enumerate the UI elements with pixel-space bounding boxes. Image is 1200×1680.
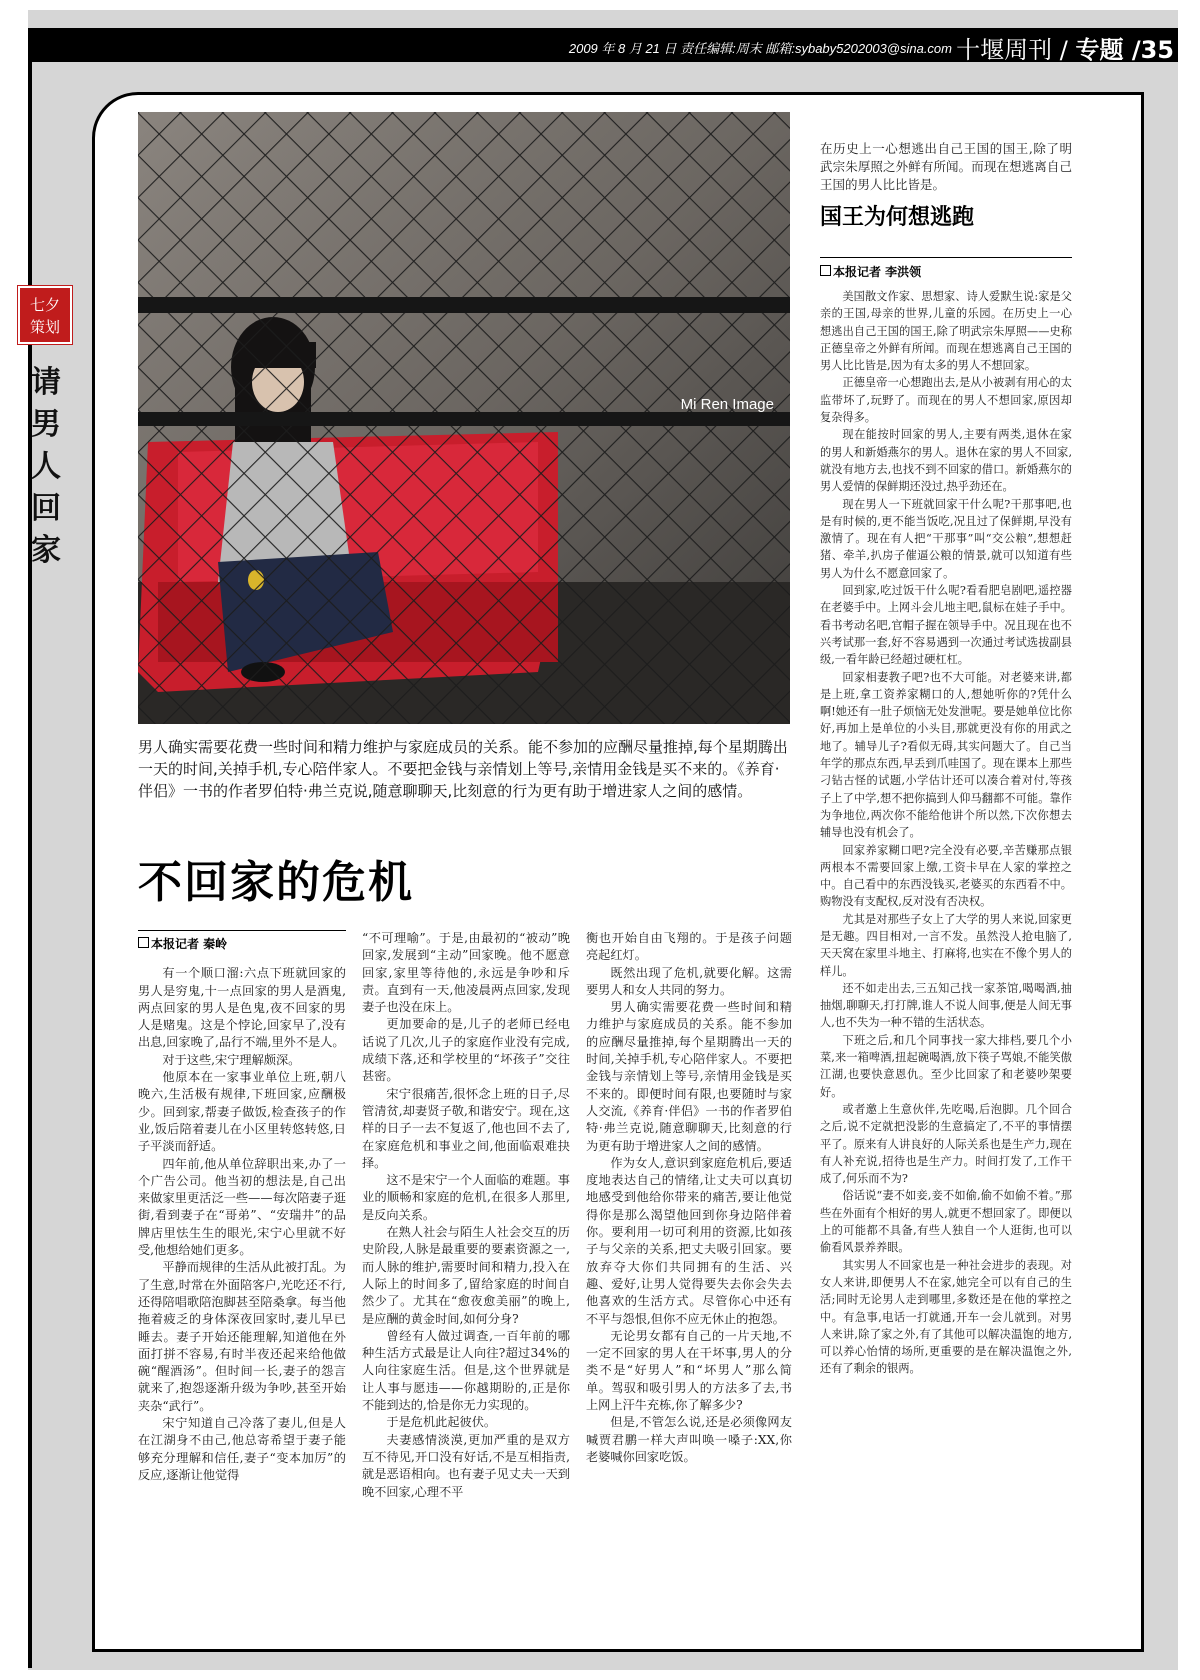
paragraph: 回家相妻教子吧?也不大可能。对老婆来讲,都是上班,拿工资养家糊口的人,想她听你的?凭什么啊!她还有一肚子烦恼无处发泄呢。要是她单位比你好,再加上是单位的小头目,那就更没有你的用武之地了。辅导儿子?看似无碍,其实问题大了。自己当年学的那点东西,早丢到爪哇国了。现在课本上那些刁钻古怪的试题,小学估计还可以凑合着对付,等孩子上了中学,想不把你搞到人仰马翻都不可能。靠作为争地位,两次你不能给他讲个所以然,下次你想去辅导也没有机会了。	[820, 670, 1072, 840]
main-byline-text: 本报记者 秦岭	[151, 937, 228, 951]
header-meta: 2009 年 8 月 21 日 责任编辑:周末 邮箱:sybaby5202003@sina.com	[568, 41, 952, 56]
paragraph: 对于这些,宋宁理解颇深。	[162, 1052, 301, 1067]
photo-illustration	[138, 112, 790, 724]
side-title-char: 家	[31, 533, 61, 568]
header-title-section: 专题 /35	[1075, 36, 1174, 64]
paragraph: 但是,不管怎么说,还是必须像网友喊贾君鹏一样大声叫唤一嗓子:XX,你老婆喊你回家吃饭。	[586, 1415, 792, 1464]
side-title-char: 回	[31, 491, 61, 526]
paragraph: 下班之后,和几个同事找一家大排档,要几个小菜,来一箱啤酒,扭起碗喝酒,放下筷子骂娘,不能笑傲江湖,也要快意恩仇。至少比回家了和老婆吵架要好。	[820, 1033, 1072, 1099]
right-article	[820, 140, 1072, 1378]
paragraph: 无论男女都有自己的一片天地,不一定不回家的男人在干坏事,男人的分类不是“好男人”和“坏男人”那么简单。驾驭和吸引男人的方法多了去,书上网上汗牛充栋,你了解多少?	[586, 1328, 792, 1413]
right-byline	[820, 257, 1072, 280]
paragraph: 他原本在一家事业单位上班,朝八晚六,生活极有规律,下班回家,应酬极少。回到家,帮妻子做饭,检查孩子的作业,饭后陪着妻儿在小区里转悠转悠,日子平淡而舒适。	[138, 1070, 346, 1154]
feature-photo	[138, 112, 790, 724]
right-body	[820, 288, 1072, 1378]
side-title-char: 请	[31, 365, 61, 400]
paragraph: 宋宁很痛苦,很怀念上班的日子,尽管清贫,却妻贤子敬,和谐安宁。现在,这样的日子一去不复返了,他也回不去了,在家庭危机和事业之间,他面临艰难抉择。	[362, 1086, 570, 1170]
right-intro: 在历史上一心想逃出自己王国的国王,除了明武宗朱厚照之外鲜有所闻。而现在想逃离自己王国的男人比比皆是。	[820, 141, 1072, 192]
header-title	[956, 30, 1174, 65]
paragraph: 回到家,吃过饭干什么呢?看看肥皂剧吧,遥控器在老婆手中。上网斗会儿地主吧,鼠标在娃子手中。看书考动名吧,官帽子握在领导手中。况且现在也不兴考试那一套,好不容易遇到一次通过考试选拔副县级,一看年龄已经超过硬杠杠。	[820, 584, 1072, 667]
side-title-char: 人	[31, 449, 61, 484]
article-column-2	[362, 930, 570, 1501]
right-headline: 国王为何想逃跑	[820, 205, 975, 230]
paragraph: 有一个顺口溜:六点下班就回家的男人是穷鬼,十一点回家的男人是酒鬼,两点回家的男人是色鬼,夜不回家的男人是赌鬼。这是个悖论,回家早了,没有出息,回家晚了,品行不端,里外不是人。	[138, 966, 346, 1050]
page-header	[28, 28, 1178, 62]
paragraph: 在熟人社会与陌生人社会交互的历史阶段,人脉是最重要的要素资源之一,而人脉的维护,需要时间和精力,投入在人际上的时间多了,留给家庭的时间自然少了。尤其在“愈夜愈美丽”的晚上,是应酬的黄金时间,如何分身?	[362, 1225, 570, 1326]
paragraph: 正德皇帝一心想跑出去,是从小被剥有用心的太监带坏了,玩野了。而现在的男人不想回家,原因却复杂得多。	[820, 376, 1072, 425]
paragraph: 衡也开始自由飞翔的。于是孩子问题亮起红灯。	[586, 931, 792, 963]
paragraph: 男人确实需要花费一些时间和精力维护与家庭成员的关系。能不参加的应酬尽量推掉,每个星期腾出一天的时间,关掉手机,专心陪伴家人。不要把金钱与亲情划上等号,亲情用金钱是买不来的。即便时间有限,也要随时与家人交流,《养育·伴侣》一书的作者罗伯特·弗兰克说,随意聊聊天,比刻意的行为更有助于增进家人之间的感情。	[586, 1000, 792, 1153]
header-title-prefix: 十堰周刊 /	[956, 36, 1076, 64]
side-section-title	[26, 362, 66, 572]
paragraph: 其实男人不回家也是一种社会进步的表现。对女人来讲,即便男人不在家,她完全可以有自己的生活;同时无论男人走到哪里,多数还是在他的掌控之中。有急事,电话一打就通,开车一会儿就到。对男人来讲,除了家之外,有了其他可以解决温饱的地方,可以养心怡情的场所,更重要的是在解决温饱之外,还有了剩余的银两。	[820, 1258, 1072, 1376]
badge-line-1: 七夕	[29, 296, 60, 314]
paragraph: 这不是宋宁一个人面临的难题。事业的顺畅和家庭的危机,在很多人那里,是反向关系。	[362, 1173, 570, 1222]
photo-caption: 男人确实需要花费一些时间和精力维护与家庭成员的关系。能不参加的应酬尽量推掉,每个星期腾出一天的时间,关掉手机,专心陪伴家人。不要把金钱与亲情划上等号,亲情用金钱是买不来的。《养育·伴侣》一书的作者罗伯特·弗兰克说,随意聊聊天,比刻意的行为更有助于增进家人之间的感情。	[138, 738, 788, 800]
main-headline: 不回家的危机	[138, 857, 414, 908]
paragraph: 现在男人一下班就回家干什么呢?干那事吧,也是有时候的,更不能当饭吃,况且过了保鲜期,早没有激情了。现在有人把“干那事”叫“交公粮”,想想赶猪、牵羊,扒房子催逼公粮的情景,就可以知道有些男人为什么不愿意回家了。	[820, 497, 1072, 580]
paragraph: “不可理喻”。于是,由最初的“被动”晚回家,发展到“主动”回家晚。他不愿意回家,家里等待他的,永远是争吵和斥责。直到有一天,他凌晨两点回家,发现妻子也没在床上。	[362, 931, 570, 1015]
paragraph: 于是危机此起彼伏。	[386, 1415, 497, 1430]
paragraph: 俗话说“妻不如妾,妾不如偷,偷不如偷不着。”那些在外面有个相好的男人,就更不想回家了。即便以上的可能都不具备,有些人独自一个人逛街,也可以偷看风景养养眼。	[820, 1189, 1072, 1255]
paragraph: 回家养家糊口吧?完全没有必要,辛苦赚那点银两根本不需要回家上缴,工资卡早在人家的掌控之中。自己看中的东西没钱买,老婆买的东西看不中。购物没有支配权,反对没有否决权。	[820, 843, 1072, 909]
main-byline	[138, 930, 346, 953]
badge-line-2: 策划	[29, 318, 60, 336]
qixi-badge	[18, 286, 72, 344]
paragraph: 夫妻感情淡漠,更加严重的是双方互不待见,开口没有好话,不是互相指责,就是恶语相向。也有妻子见丈夫一天到晚不回家,心理不平	[362, 1432, 570, 1499]
side-title-char: 男	[31, 407, 61, 442]
paragraph: 宋宁知道自己冷落了妻儿,但是人在江湖身不由己,他总寄希望于妻子能够充分理解和信任,妻子“变本加厉”的反应,逐渐让他觉得	[138, 1416, 346, 1482]
photo-credit: Mi Ren Image	[680, 396, 774, 413]
right-byline-text: 本报记者 李洪领	[833, 265, 922, 279]
paragraph: 还不如走出去,三五知己找一家茶馆,喝喝酒,抽抽烟,聊聊天,打打牌,谁人不说人间事,便是人间无事人,也不失为一种不错的生活状态。	[820, 981, 1072, 1030]
paragraph: 美国散文作家、思想家、诗人爱默生说:家是父亲的王国,母亲的世界,儿童的乐园。在历史上一心想逃出自己王国的国王,除了明武宗朱厚照——史称正德皇帝之外鲜有所闻。而现在想逃离自己王国的男人比比皆是,因为有太多的男人不想回家。	[820, 290, 1072, 373]
byline-box-icon	[138, 937, 149, 948]
article-column-3	[586, 930, 792, 1466]
paragraph: 现在能按时回家的男人,主要有两类,退休在家的男人和新婚燕尔的男人。退休在家的男人不回家,就没有地方去,也找不到不回家的借口。新婚燕尔的男人爱情的保鲜期还没过,热乎劲还在。	[820, 428, 1072, 494]
byline-box-icon	[820, 265, 831, 276]
paragraph: 更加要命的是,儿子的老师已经电话说了几次,儿子的家庭作业没有完成,成绩下落,还和学校里的“坏孩子”交往甚密。	[362, 1017, 570, 1084]
fence-rail	[138, 412, 790, 426]
fence-rail	[138, 297, 790, 313]
article-column-1	[138, 930, 346, 1484]
paragraph: 四年前,他从单位辞职出来,办了一个广告公司。他当初的想法是,自己出来做家里更活泛一些——每次陪妻子逛街,看到妻子在“哥弟”、“安瑞井”的品牌店里怯生生的眼光,宋宁心里就不好受,他想给她们更多。	[138, 1156, 346, 1258]
paragraph: 作为女人,意识到家庭危机后,要适度地表达自己的情绪,让丈夫可以真切地感受到他给你带来的痛苦,要让他觉得你是那么渴望他回到你身边陪伴着你。要利用一切可利用的资源,比如孩子与父亲的关系,把丈夫吸引回家。要放弃夺大你们共同拥有的生活、兴趣、爱好,让男人觉得要失去你会失去他喜欢的生活方式。尽管你心中还有不平与怨恨,但你不应无休止的抱怨。	[586, 1155, 792, 1326]
paragraph: 尤其是对那些子女上了大学的男人来说,回家更是无趣。四目相对,一言不发。虽然没人抢电脑了,天天窝在家里斗地主、打麻将,也实在不像个男人的样儿。	[820, 912, 1072, 978]
paragraph: 或者邀上生意伙伴,先吃喝,后泡脚。几个回合之后,说不定就把没影的生意搞定了,不平的事情摆平了。原来有人讲良好的人际关系也是生产力,现在有人补充说,招待也是生产力。时间打发了,工作干成了,何乐而不为?	[820, 1102, 1072, 1186]
paragraph: 曾经有人做过调查,一百年前的哪种生活方式最是让人向往?超过34%的人向往家庭生活。但是,这个世界就是让人事与愿违——你越期盼的,正是你不能到达的,恰是你无力实现的。	[362, 1328, 570, 1413]
paragraph: 平静而规律的生活从此被打乱。为了生意,时常在外面陪客户,光吃还不行,还得陪唱歌陪泡脚甚至陪桑拿。每当他拖着疲乏的身体深夜回家时,妻儿早已睡去。妻子开始还能理解,知道他在外面打拼不容易,有时半夜还起来给他做碗“醒酒汤”。但时间一长,妻子的怨言就来了,抱怨逐渐升级为争吵,甚至开始夹杂“武行”。	[138, 1260, 346, 1413]
paragraph: 既然出现了危机,就要化解。这需要男人和女人共同的努力。	[586, 965, 792, 997]
